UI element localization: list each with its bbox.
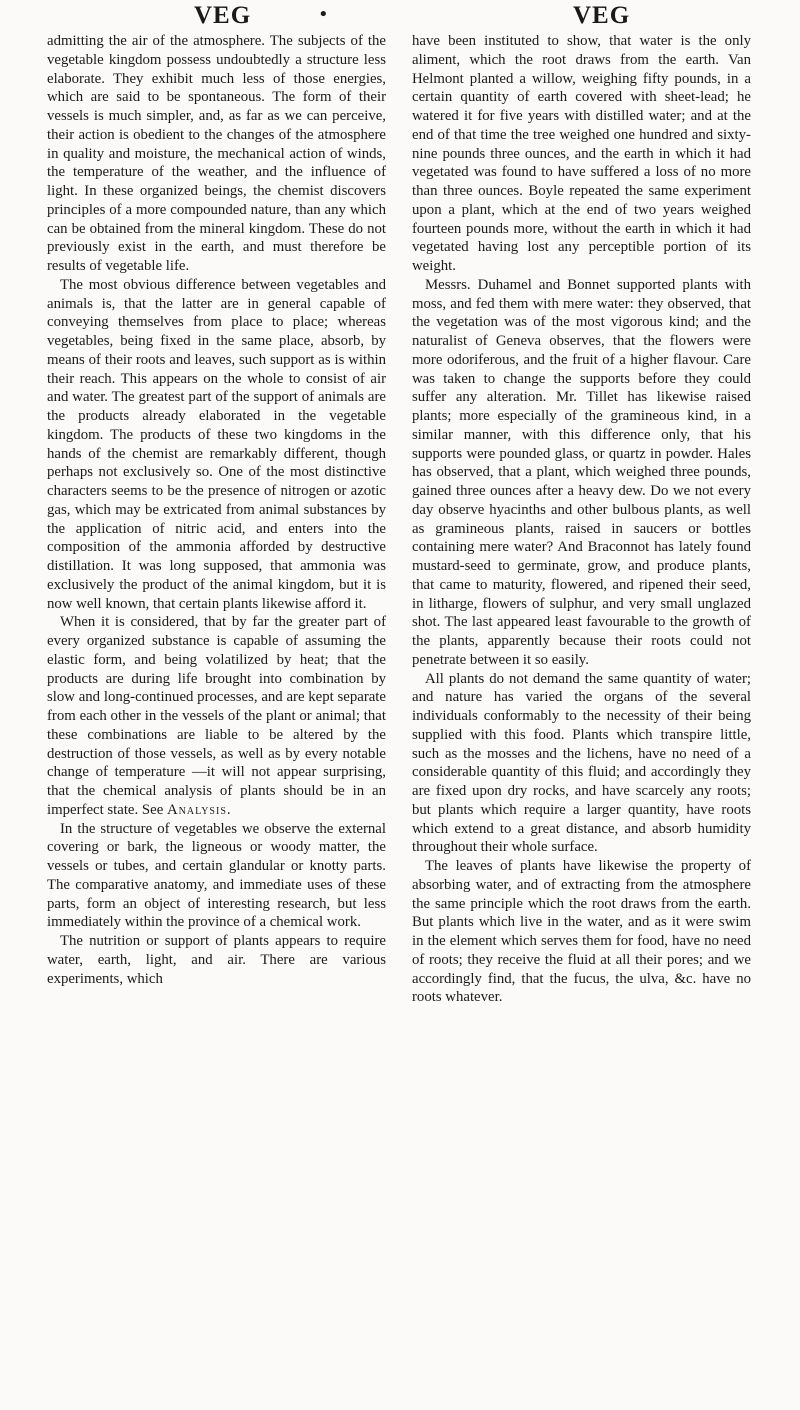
paragraph: All plants do not demand the same quantity of water; and nature has varied the organs of the several individuals conformably to the necessity of their being supplied with this food. Plants which transpire little, such as the mosses and the lichens, have no need of a considerable quantity of this fluid; and accordingly they are fixed upon dry rocks, and have scarcely any roots; but plants which require a larger quantity, have roots which extend to a great distance, and absorb humidity throughout their whole surface.: [412, 670, 751, 856]
running-header: [0, 2, 800, 36]
header-dot: •: [318, 4, 329, 25]
paragraph: Messrs. Duhamel and Bonnet supported plants with moss, and fed them with mere water: they observed, that the vegetation was of the most vigorous kind; and the naturalist of Geneva observes, that the flowers were more odoriferous, and the fruit of a higher flavour. Care was taken to change the supports before they could suffer any alteration. Mr. Tillet has likewise raised plants; more especially of the gramineous kind, in a similar manner, with this difference only, that his supports were pounded glass, or quartz in powder. Hales has observed, that a plant, which weighed three pounds, gained three ounces after a heavy dew. Do we not every day observe hyacinths and other bulbous plants, as well as gramineous plants, raised in saucers or bottles containing mere water? And Braconnot has lately found mustard-seed to germinate, grow, and produce plants, that came to maturity, flowered, and ripened their seed, in litharge, flowers of sulphur, and very small unglazed shot. The last appeared least favourable to the growth of the plants, apparently because their roots could not penetrate between it so easily.: [412, 276, 751, 668]
paragraph: [47, 613, 386, 819]
paragraph: The nutrition or support of plants appears to require water, earth, light, and air. There are various experiments, which: [47, 933, 386, 987]
right-column: [412, 32, 751, 1007]
paragraph: The leaves of plants have likewise the property of absorbing water, and of extracting from the atmosphere the same principle which the root draws from the earth. But plants which live in the water, and as it were swim in the element which serves them for food, have no need of roots; they receive the fluid at all their pores; and we accordingly find, that the fucus, the ulva, &c. have no roots whatever.: [412, 858, 751, 1006]
left-column: [47, 32, 386, 988]
running-head-left: VEG: [194, 2, 252, 29]
paragraph: The most obvious difference between vegetables and animals is, that the latter are in general capable of conveying themselves from place to place; whereas vegetables, being fixed in the same place, absorb, by means of their roots and leaves, such support as is within their reach. This appears on the whole to consist of air and water. The greatest part of the support of animals are the products already elaborated in the vegetable kingdom. The products of these two kingdoms in the hands of the chemist are remarkably different, though perhaps not exclusively so. One of the most distinctive characters seems to be the presence of nitrogen or azotic gas, which may be extricated from animal substances by the application of nitric acid, and enters into the composition of the ammonia afforded by destructive distillation. It was long supposed, that ammonia was exclusively the product of the animal kingdom, but it is now well known, that certain plants likewise afford it.: [47, 276, 386, 612]
paragraph: admitting the air of the atmosphere. The subjects of the vegetable kingdom possess undoubtedly a structure less elaborate. They exhibit much less of those energies, which are said to be spontaneous. The form of their vessels is much simpler, and, as far as we can perceive, their action is obedient to the changes of the atmosphere in quality and moisture, the mechanical action of winds, the temperature of the weather, and the influence of light. In these organized beings, the chemist discovers principles of a more compounded nature, than any which can be obtained from the mineral kingdom. These do not previously exist in the earth, and must therefore be results of vegetable life.: [47, 33, 386, 274]
paragraph: In the structure of vegetables we observe the external covering or bark, the ligneous or woody matter, the vessels or tubes, and certain glandular or knotty parts. The comparative anatomy, and immediate uses of these parts, form an object of interesting research, but less immediately within the province of a chemical work.: [47, 820, 386, 931]
paragraph-text: When it is considered, that by far the greater part of every organized substance is capable of assuming the elastic form, and being volatilized by heat; that the products are during life brought into combination by slow and long-continued processes, and are kept separate from each other in the vessels of the plant or animal; that these combinations are liable to be altered by the destruction of those vessels, as well as by every notable change of temperature —it will not appear surprising, that the chemical analysis of plants should be in an imperfect state. See: [47, 614, 386, 818]
paragraph: have been instituted to show, that water is the only aliment, which the root draws from the earth. Van Helmont planted a willow, weighing fifty pounds, in a certain quantity of earth covered with sheet-lead; he watered it for five years with distilled water; and at the end of that time the tree weighed one hundred and sixty-nine pounds three ounces, and the earth in which it had vegetated was found to have suffered a loss of no more than three ounces. Boyle repeated the same experiment upon a plant, which at the end of two years weighed fourteen pounds more, without the earth in which it had vegetated having lost any perceptible portion of its weight.: [412, 33, 751, 274]
cross-reference: Analysis.: [166, 801, 232, 818]
running-head-right: VEG: [573, 2, 631, 29]
